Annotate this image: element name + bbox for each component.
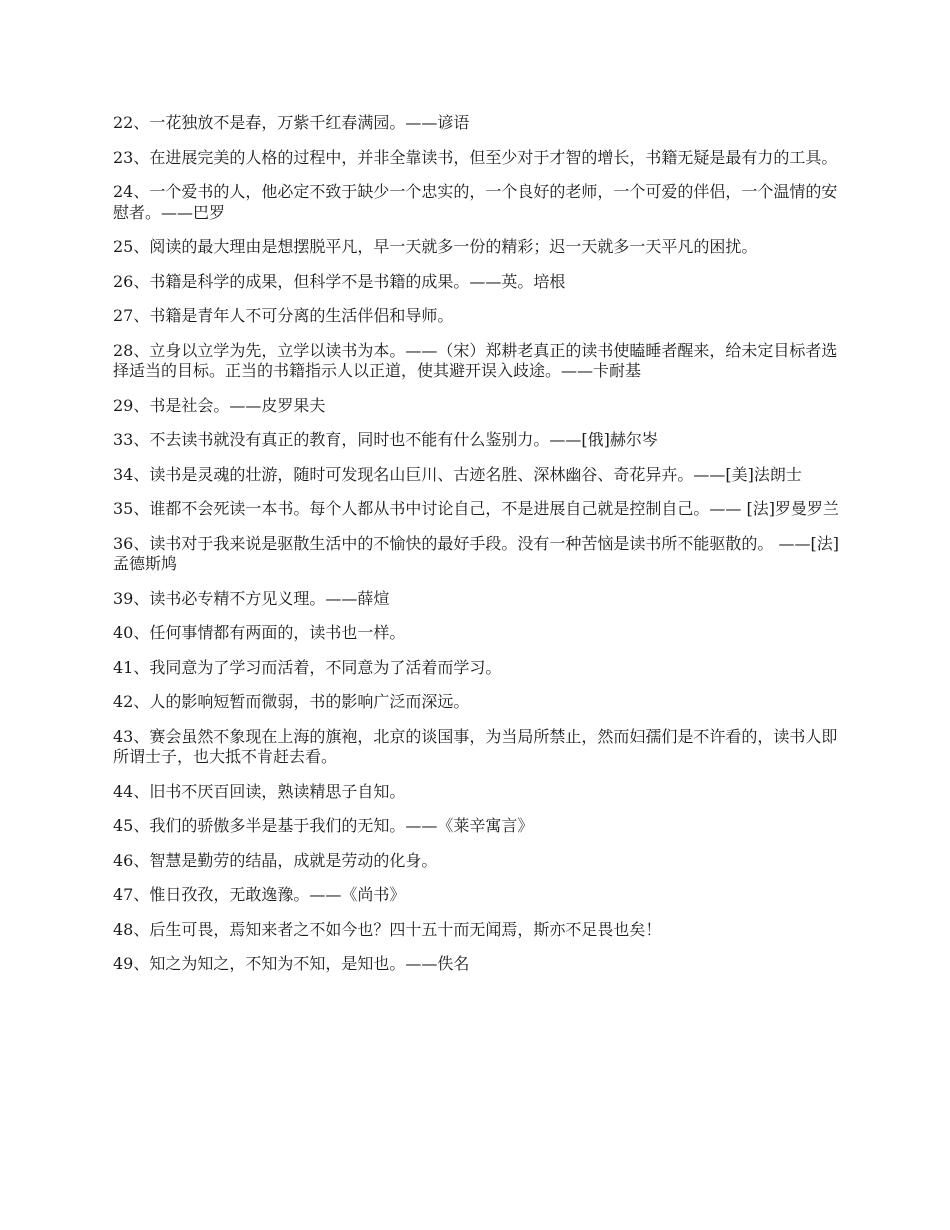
quote-list — [113, 113, 839, 989]
quote-item: 48、后生可畏，焉知来者之不如今也？四十五十而无闻焉，斯亦不足畏也矣！ — [113, 919, 662, 939]
quote-item: 42、人的影响短暂而微弱，书的影响广泛而深远。 — [113, 692, 470, 711]
quote-item: 40、任何事情都有两面的，读书也一样。 — [113, 623, 406, 642]
quote-item: 49、知之为知之，不知为不知，是知也。——佚名 — [113, 954, 470, 973]
quote-item: 47、惟日孜孜，无敢逸豫。——《尚书》 — [113, 885, 406, 904]
quote-item: 44、旧书不厌百回读，熟读精思子自知。 — [113, 781, 406, 801]
quote-item: 29、书是社会。——皮罗果夫 — [113, 395, 326, 415]
quote-item: 43、赛会虽然不象现在上海的旗袍，北京的谈国事，为当局所禁止，然而妇孺们是不许看的，读书人即所谓士子，也大抵不肯赶去看。 — [113, 726, 838, 766]
quote-item: 22、一花独放不是春，万紫千红春满园。——谚语 — [113, 113, 470, 132]
quote-item: 36、读书对于我来说是驱散生活中的不愉快的最好手段。没有一种苦恼是读书所不能驱散的。 ——[法]孟德斯鸠 — [113, 533, 839, 573]
quote-item: 27、书籍是青年人不可分离的生活伴侣和导师。 — [113, 306, 454, 325]
quote-item: 33、不去读书就没有真正的教育，同时也不能有什么鉴别力。——[俄]赫尔岑 — [113, 430, 658, 449]
quote-item: 25、阅读的最大理由是想摆脱平凡，早一天就多一份的精彩；迟一天就多一天平凡的困扰。 — [113, 237, 758, 256]
quote-item: 34、读书是灵魂的壮游，随时可发现名山巨川、古迹名胜、深林幽谷、奇花异卉。——[美]法朗士 — [113, 464, 802, 484]
quote-item: 45、我们的骄傲多半是基于我们的无知。——《莱辛寓言》 — [113, 816, 534, 835]
quote-item: 23、在进展完美的人格的过程中，并非全靠读书，但至少对于才智的增长，书籍无疑是最有力的工具。 — [113, 147, 838, 167]
quote-item: 24、一个爱书的人，他必定不致于缺少一个忠实的，一个良好的老师，一个可爱的伴侣，一个温情的安慰者。——巴罗 — [113, 182, 838, 222]
quote-item: 26、书籍是科学的成果，但科学不是书籍的成果。——英。培根 — [113, 271, 566, 291]
quote-item: 46、智慧是勤劳的结晶，成就是劳动的化身。 — [113, 850, 438, 870]
quote-item: 35、谁都不会死读一本书。每个人都从书中讨论自己，不是进展自己就是控制自己。—— [法]罗曼罗兰 — [113, 499, 839, 518]
quote-item: 28、立身以立学为先，立学以读书为本。——（宋）郑耕老真正的读书使瞌睡者醒来，给未定目标者选择适当的目标。正当的书籍指示人以正道，使其避开误入歧途。——卡耐基 — [113, 340, 838, 380]
quote-item: 41、我同意为了学习而活着，不同意为了活着而学习。 — [113, 657, 502, 677]
quote-item: 39、读书必专精不方见义理。——薛煊 — [113, 588, 390, 608]
